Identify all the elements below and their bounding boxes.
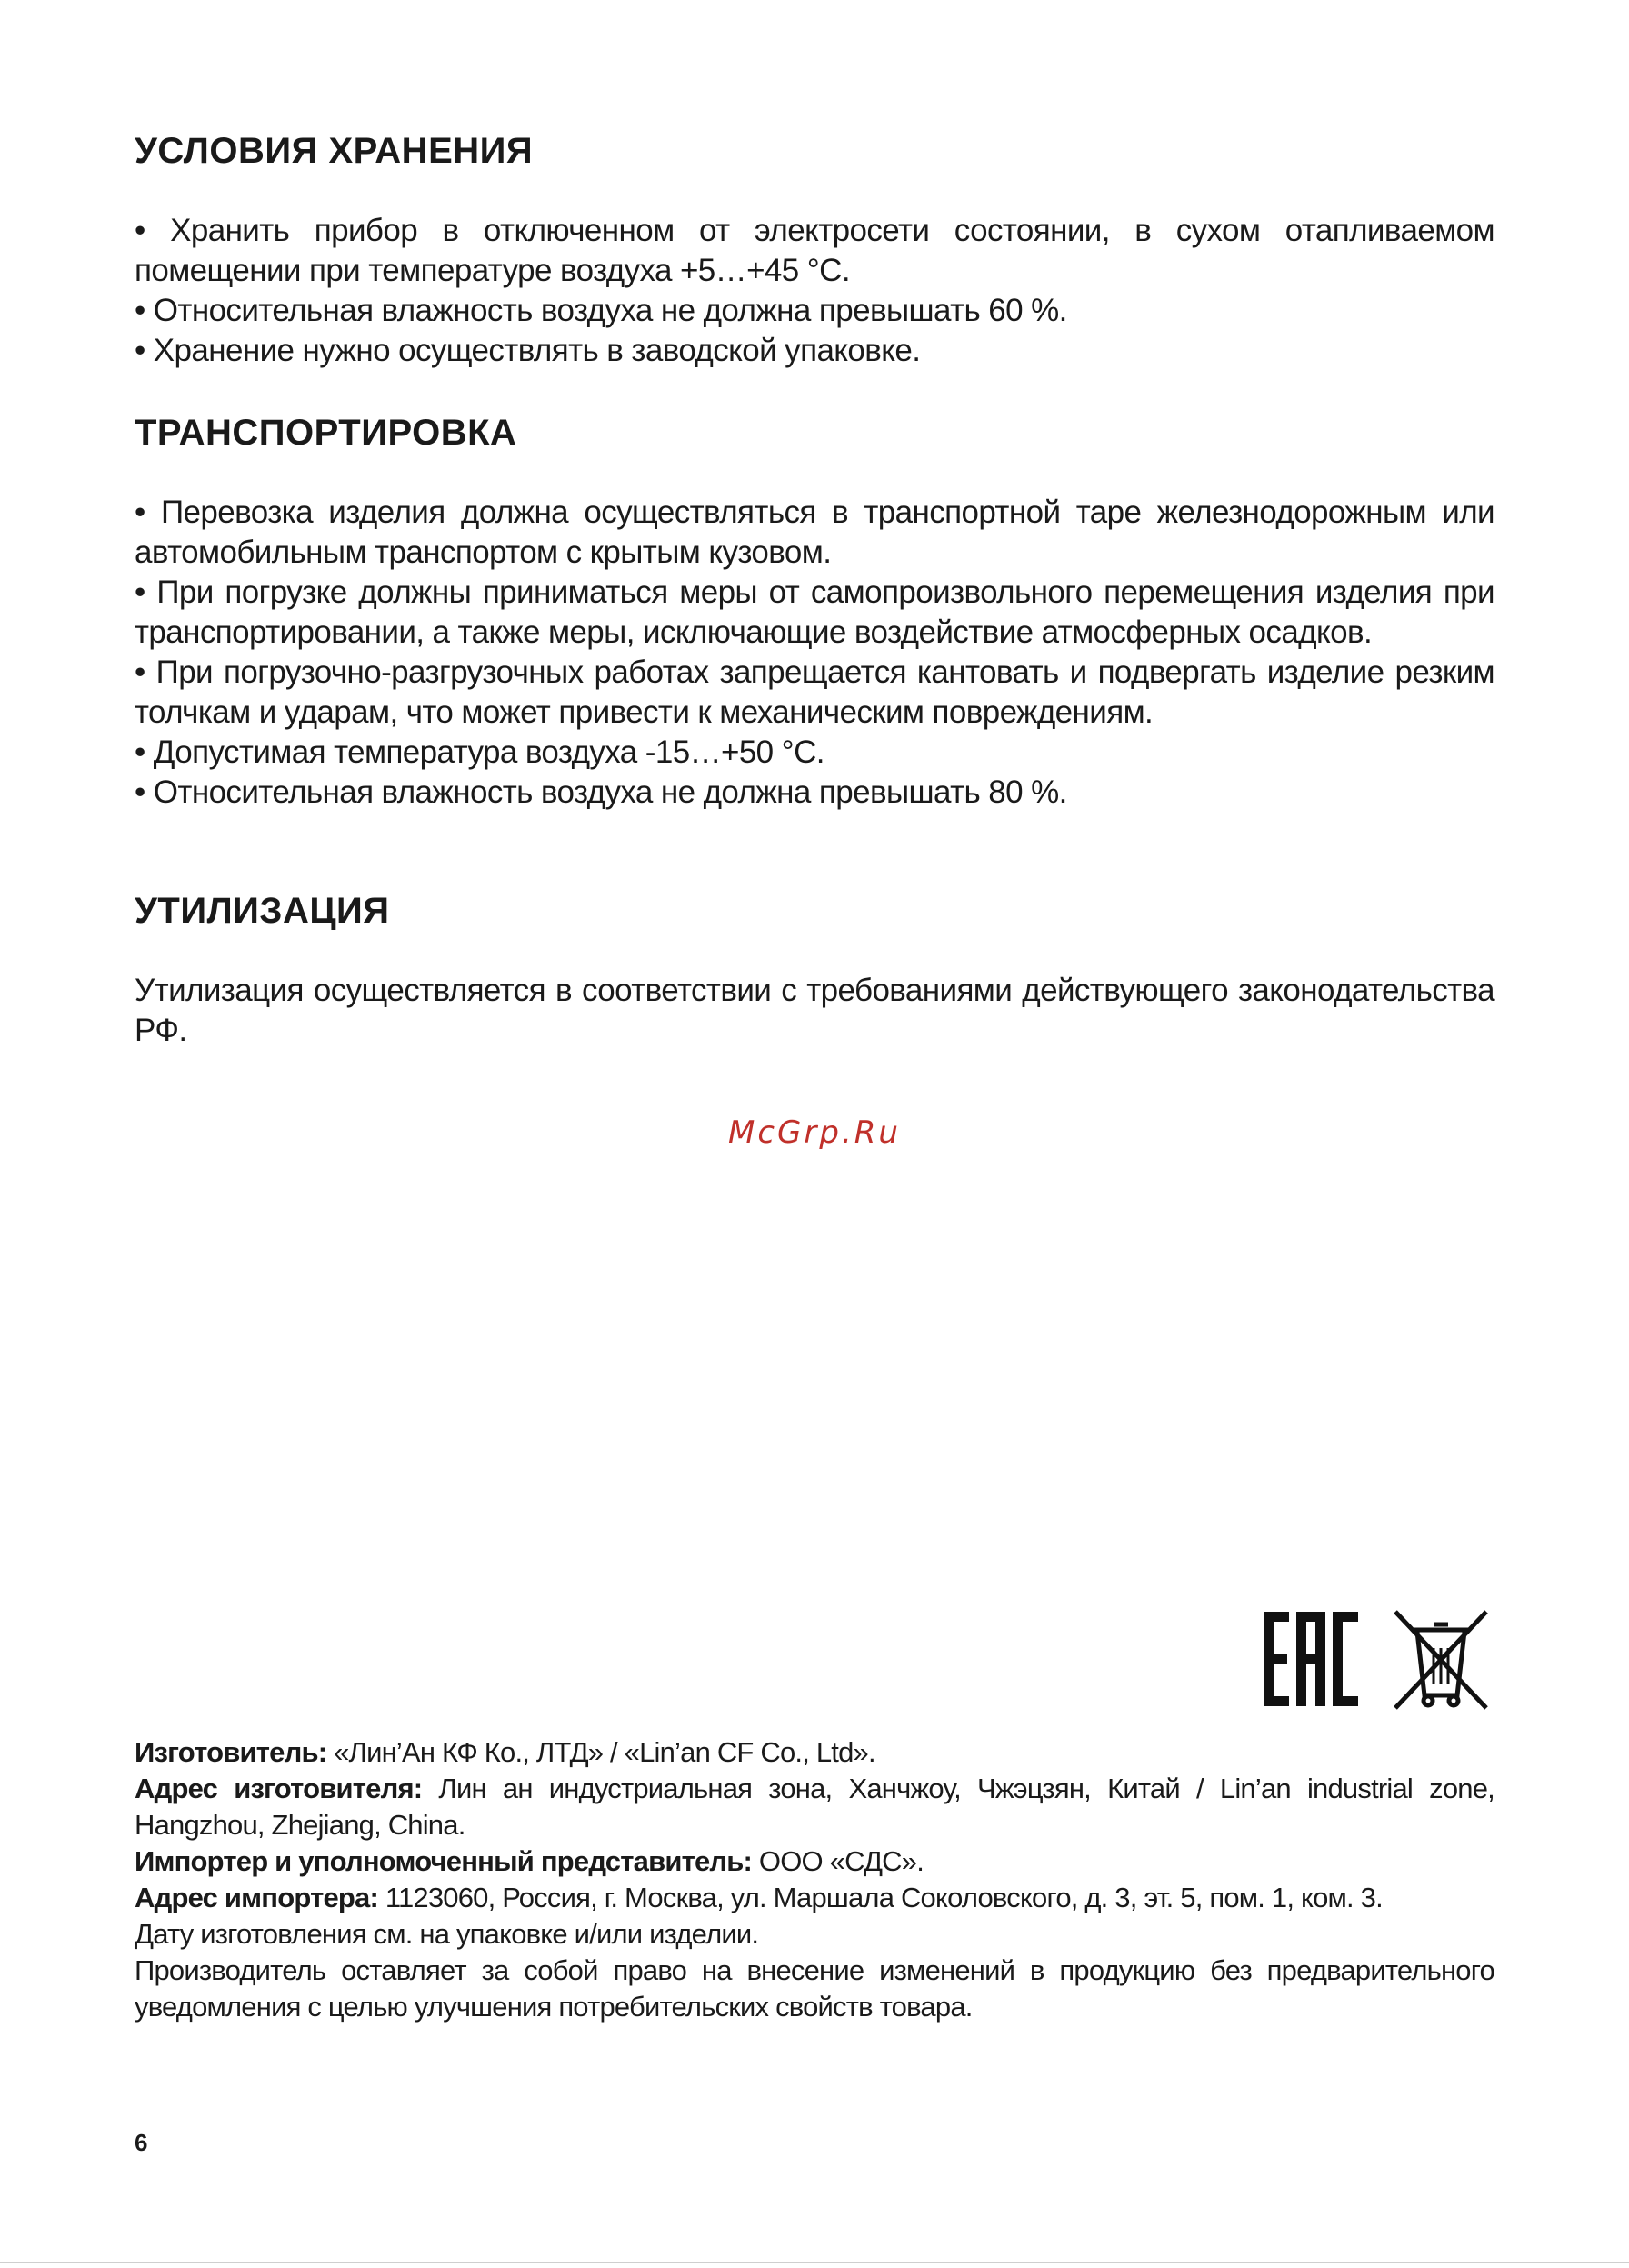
storage-section [135,129,1494,371]
list-item: • Относительная влажность воздуха не должна превышать 60 %. [135,291,1494,331]
disposal-section [135,889,1494,1051]
manufacturer-line: Изготовитель: «Лин’Ан КФ Ко., ЛТД» / «Lin’an CF Co., Ltd». [135,1736,875,1768]
list-item: • Относительная влажность воздуха не должна превышать 80 %. [135,773,1494,813]
importer-address-line: Адрес импортера: 1123060, Россия, г. Москва, ул. Маршала Соколовского, д. 3, эт. 5, пом. 1, ком. 3. [135,1882,1383,1913]
list-item: • При погрузке должны приниматься меры от самопроизвольного перемещения изделия при транспортировании, а также меры, исключающие воздействие атмосферных осадков. [135,573,1494,653]
page-number: 6 [135,2129,148,2156]
list-item: • Перевозка изделия должна осуществляться в транспортной таре железнодорожным или автомобильным транспортом с крытым кузовом. [135,493,1494,573]
list-item: • Хранение нужно осуществлять в заводской упаковке. [135,331,1494,371]
bottom-rule [0,2262,1629,2263]
certification-marks [1264,1604,1500,1713]
list-item: • Допустимая температура воздуха -15…+50 °С. [135,733,1494,773]
storage-heading: УСЛОВИЯ ХРАНЕНИЯ [135,131,534,171]
disposal-heading: УТИЛИЗАЦИЯ [135,891,390,931]
transport-list [135,493,1494,813]
storage-list [135,211,1494,371]
crossed-out-wheelie-bin-icon [1386,1604,1495,1713]
disposal-text: Утилизация осуществляется в соответствии с требованиями действующего законодательства РФ. [135,973,1494,1048]
watermark: McGrp.Ru [728,1114,901,1151]
list-item: • При погрузочно-разгрузочных работах запрещается кантовать и подвергать изделие резким толчкам и ударам, что может привести к механическим повреждениям. [135,653,1494,733]
footer-info [135,1734,1494,2025]
date-note: Дату изготовления см. на упаковке и/или изделии. [135,1918,759,1950]
list-item: • Хранить прибор в отключенном от электросети состоянии, в сухом отапливаемом помещении при температуре воздуха +5…+45 °С. [135,211,1494,291]
importer-line: Импортер и уполномоченный представитель: ООО «СДС». [135,1845,924,1877]
transport-section [135,411,1494,813]
rights-note: Производитель оставляет за собой право на внесение изменений в продукцию без предварительного уведомления с целью улучшения потребительских свойств товара. [135,1954,1494,2023]
transport-heading: ТРАНСПОРТИРОВКА [135,413,517,453]
manufacturer-address-line: Адрес изготовителя: Лин ан индустриальная зона, Ханчжоу, Чжэцзян, Китай / Lin’an industrial zone, Hangzhou, Zhejiang, China. [135,1773,1494,1841]
